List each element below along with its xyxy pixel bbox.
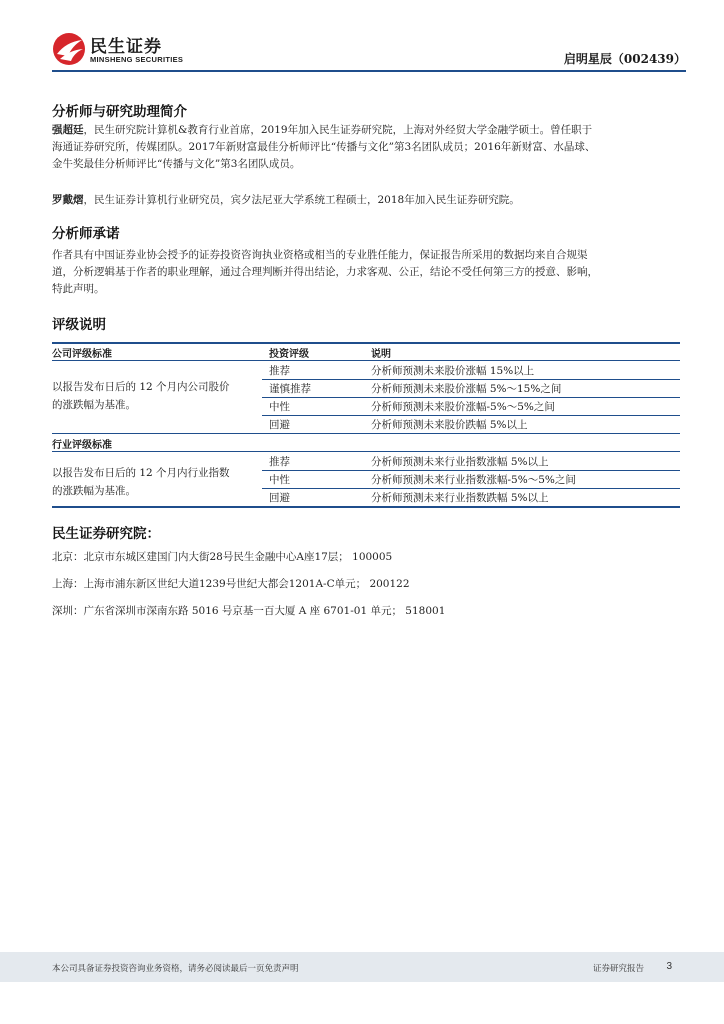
- analyst-heading: 分析师与研究助理简介: [52, 104, 187, 120]
- company-desc-4: 分析师预测未来股价跌幅 5%以上: [371, 419, 528, 431]
- commitment-text: [52, 247, 680, 298]
- address-shenzhen: 深圳：广东省深圳市深南东路 5016 号京基一百大厦 A 座 6701-01 单元； 518001: [52, 605, 446, 617]
- analyst-1-name: 强超廷: [52, 124, 84, 136]
- company-logo: [52, 30, 192, 68]
- analyst-2-name: 罗戴熠: [52, 194, 84, 206]
- page-header: [52, 30, 686, 74]
- analyst-2-text: ，民生证券计算机行业研究员，宾夕法尼亚大学系统工程硕士，2018年加入民生证券研究院。: [83, 194, 520, 206]
- analyst-2-bio: [52, 192, 680, 209]
- col-description: 说明: [371, 349, 391, 360]
- rating-heading: 评级说明: [52, 317, 106, 333]
- table-bottom-rule: [52, 506, 680, 508]
- industry-desc-3: 分析师预测未来行业指数跌幅 5%以上: [371, 492, 549, 504]
- industry-rating-3: 回避: [269, 492, 290, 504]
- commitment-heading: 分析师承诺: [52, 226, 120, 242]
- page-number: 3: [666, 961, 672, 972]
- footer-disclaimer: 本公司具备证券投资咨询业务资格，请务必阅读最后一页免责声明: [52, 964, 299, 974]
- row-divider: [262, 415, 680, 416]
- address-shanghai: 上海：上海市浦东新区世纪大道1239号世纪大都会1201A-C单元； 200122: [52, 578, 410, 590]
- analyst-1-bio: [52, 122, 680, 173]
- industry-desc-2: 分析师预测未来行业指数涨幅-5%～5%之间: [371, 474, 576, 486]
- row-divider: [262, 488, 680, 489]
- industry-standard-label: 行业评级标准: [52, 440, 112, 451]
- row-divider: [262, 397, 680, 398]
- logo-english-name: MINSHENG SECURITIES: [90, 55, 184, 64]
- institute-heading: 民生证券研究院：: [52, 526, 160, 542]
- logo-chinese-name: 民生证券: [90, 37, 162, 57]
- col-investment-rating: 投资评级: [269, 349, 309, 360]
- section-divider: [52, 433, 680, 434]
- analyst-1-line1: ，民生研究院计算机&教育行业首席，2019年加入民生证券研究院，上海对外经贸大学金融学硕士。曾任职于: [83, 124, 593, 136]
- industry-rating-2: 中性: [269, 474, 290, 486]
- company-rating-4: 回避: [269, 419, 290, 431]
- company-rating-1: 推荐: [269, 365, 290, 377]
- table-top-rule: [52, 342, 680, 344]
- row-divider: [262, 379, 680, 380]
- company-rating-2: 谨慎推荐: [269, 383, 311, 395]
- row-divider: [262, 470, 680, 471]
- industry-header-rule: [52, 451, 680, 452]
- minsheng-logo-icon: [52, 32, 86, 66]
- company-desc-3: 分析师预测未来股价涨幅-5%～5%之间: [371, 401, 555, 413]
- industry-basis: [52, 464, 230, 500]
- table-header-rule: [52, 360, 680, 361]
- footer-report-type: 证券研究报告: [592, 964, 644, 974]
- commitment-line1: 作者具有中国证券业协会授予的证券投资咨询执业资格或相当的专业胜任能力，保证报告所采用的数据均来自合规渠: [52, 249, 588, 261]
- industry-desc-1: 分析师预测未来行业指数涨幅 5%以上: [371, 456, 549, 468]
- report-company-title: 启明星辰（002439）: [563, 52, 686, 66]
- analyst-1-line3: 金牛奖最佳分析师评比“传播与文化”第3名团队成员。: [52, 158, 301, 170]
- address-beijing: 北京：北京市东城区建国门内大街28号民生金融中心A座17层； 100005: [52, 551, 393, 563]
- col-company-standard: 公司评级标准: [52, 349, 112, 360]
- industry-rating-1: 推荐: [269, 456, 290, 468]
- industry-basis-line1: 以报告发布日后的 12 个月内行业指数: [52, 467, 230, 479]
- industry-basis-line2: 的涨跌幅为基准。: [52, 485, 136, 497]
- commitment-line3: 特此声明。: [52, 283, 105, 295]
- company-desc-1: 分析师预测未来股价涨幅 15%以上: [371, 365, 535, 377]
- analyst-1-line2: 海通证券研究所，传媒团队。2017年新财富最佳分析师评比“传播与文化”第3名团队成员；2016年新财富、水晶球、: [52, 141, 596, 153]
- header-divider: [52, 70, 686, 72]
- commitment-line2: 道，分析逻辑基于作者的职业理解，通过合理判断并得出结论，力求客观、公正，结论不受任何第三方的授意、影响，: [52, 266, 598, 278]
- company-desc-2: 分析师预测未来股价涨幅 5%～15%之间: [371, 383, 562, 395]
- company-basis-line2: 的涨跌幅为基准。: [52, 399, 136, 411]
- page-footer: [0, 952, 724, 982]
- company-rating-3: 中性: [269, 401, 290, 413]
- company-basis: [52, 378, 230, 414]
- company-basis-line1: 以报告发布日后的 12 个月内公司股价: [52, 381, 230, 393]
